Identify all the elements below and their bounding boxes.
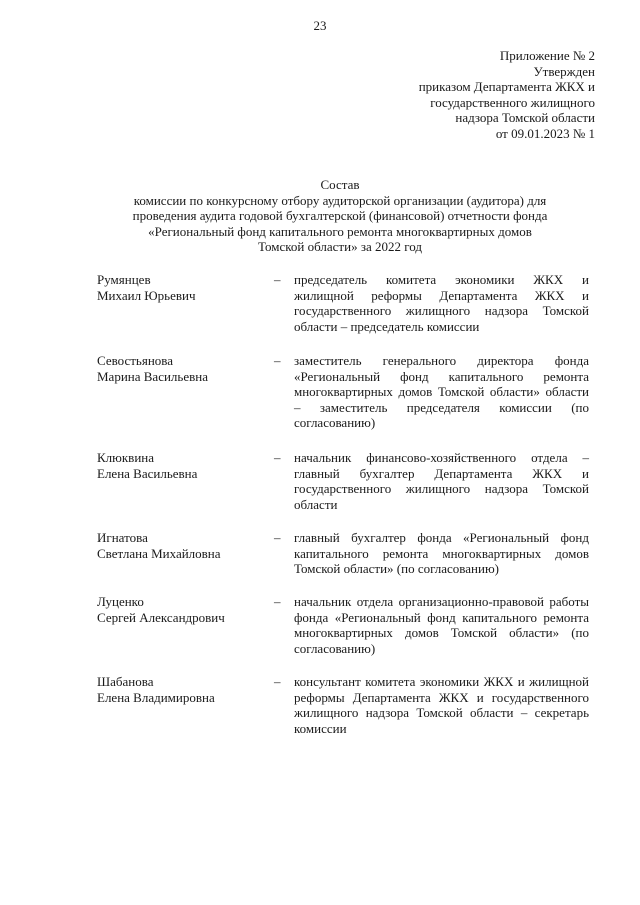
member-given-names: Марина Васильевна bbox=[97, 368, 208, 384]
member-dash: – bbox=[274, 594, 281, 609]
document-title bbox=[90, 177, 590, 255]
member-dash: – bbox=[274, 272, 281, 287]
member-role: консультант комитета экономики ЖКХ и жилищной реформы Департамента ЖКХ и государственного жилищного надзора Томской области – секретарь комиссии bbox=[294, 674, 589, 736]
member-surname: Луценко bbox=[97, 594, 144, 609]
title-line: комиссии по конкурсному отбору аудиторской организации (аудитора) для bbox=[133, 192, 547, 208]
member-dash: – bbox=[274, 530, 281, 545]
member-surname: Клюквина bbox=[97, 450, 155, 465]
title-line: Томской области» за 2022 год bbox=[258, 239, 422, 254]
member-name bbox=[97, 530, 267, 561]
title-line: «Региональный фонд капитального ремонта многоквартирных домов bbox=[148, 223, 532, 239]
member-given-names: Елена Владимировна bbox=[97, 689, 215, 705]
member-dash: – bbox=[274, 353, 281, 368]
member-given-names: Михаил Юрьевич bbox=[97, 287, 196, 303]
member-role: главный бухгалтер фонда «Региональный фонд капитального ремонта многоквартирных домов Томской области» (по согласованию) bbox=[294, 530, 589, 576]
member-name bbox=[97, 353, 267, 384]
member-surname: Севостьянова bbox=[97, 353, 174, 368]
approval-line: приказом Департамента ЖКХ и bbox=[418, 79, 595, 94]
member-role: председатель комитета экономики ЖКХ и жилищной реформы Департамента ЖКХ и государственного жилищного надзора Томской области – председатель комиссии bbox=[294, 272, 589, 334]
approval-line: надзора Томской области bbox=[455, 110, 595, 125]
member-given-names: Елена Васильевна bbox=[97, 465, 198, 481]
member-dash: – bbox=[274, 674, 281, 689]
member-name bbox=[97, 594, 267, 625]
member-role: заместитель генерального директора фонда «Региональный фонд капитального ремонта многоквартирных домов Томской области» области – заместитель председателя комиссии (по согласованию) bbox=[294, 353, 589, 430]
member-surname: Шабанова bbox=[97, 674, 154, 689]
member-given-names: Сергей Александрович bbox=[97, 609, 225, 625]
member-name bbox=[97, 450, 267, 481]
member-name bbox=[97, 674, 267, 705]
title-heading: Состав bbox=[320, 177, 360, 192]
approval-line: государственного жилищного bbox=[430, 94, 595, 110]
title-line: проведения аудита годовой бухгалтерской (финансовой) отчетности фонда bbox=[132, 208, 548, 223]
member-surname: Румянцев bbox=[97, 272, 151, 287]
approval-stamp bbox=[419, 48, 595, 141]
approval-line: Утвержден bbox=[533, 63, 595, 79]
member-surname: Игнатова bbox=[97, 530, 148, 545]
page-number: 23 bbox=[313, 18, 327, 33]
member-given-names: Светлана Михайловна bbox=[97, 545, 221, 561]
member-role: начальник отдела организационно-правовой работы фонда «Региональный фонд капитального ремонта многоквартирных домов Томской области» (по согласованию) bbox=[294, 594, 589, 656]
member-dash: – bbox=[274, 450, 281, 465]
member-name bbox=[97, 272, 267, 303]
approval-line: от 09.01.2023 № 1 bbox=[495, 125, 595, 141]
approval-line: Приложение № 2 bbox=[499, 48, 595, 63]
member-role: начальник финансово-хозяйственного отдела – главный бухгалтер Департамента ЖКХ и государственного жилищного надзора Томской области bbox=[294, 450, 589, 512]
